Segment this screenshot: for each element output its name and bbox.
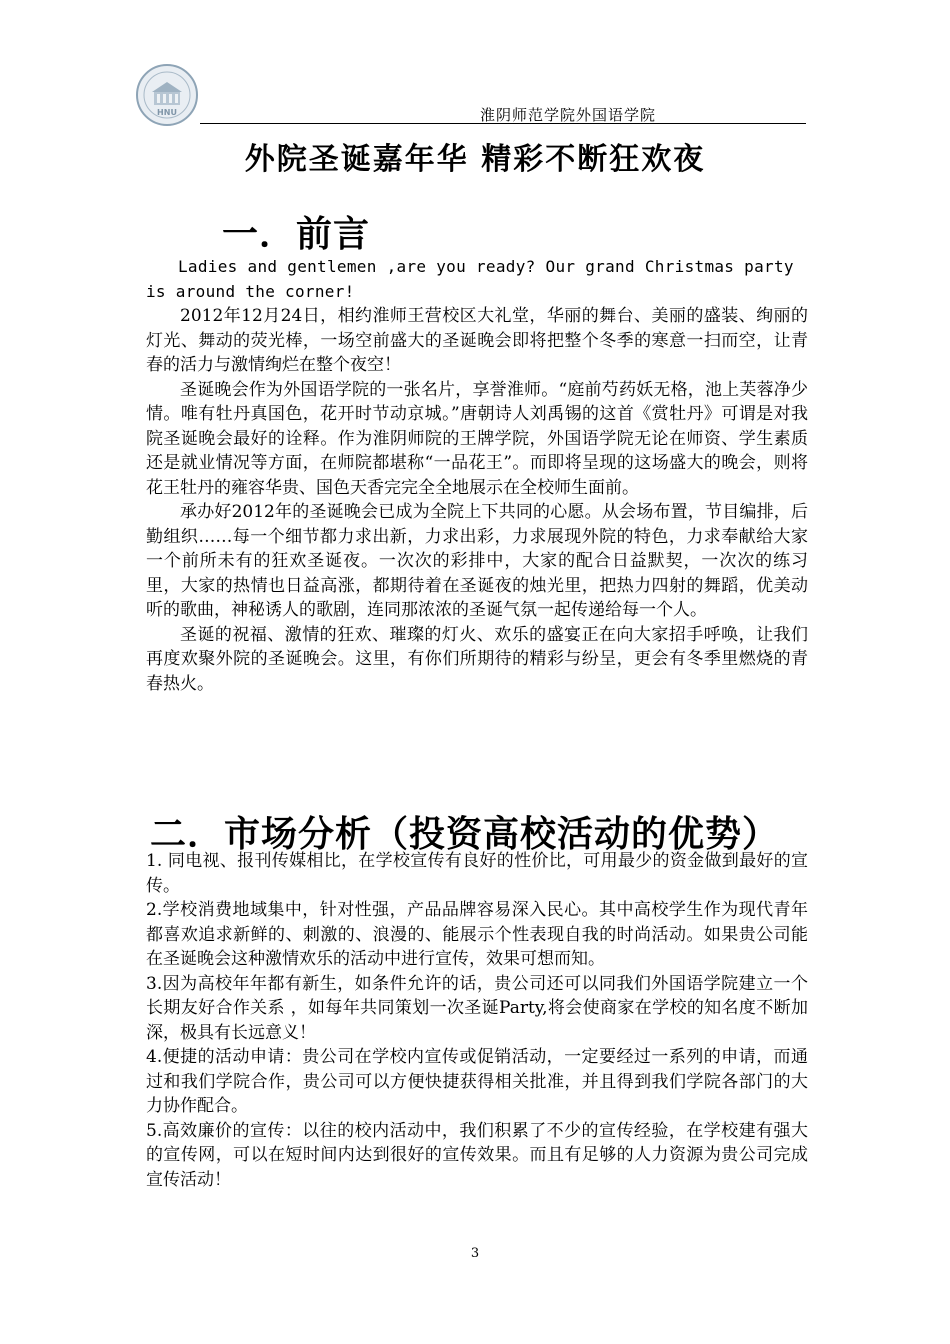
section-preface-body [146,255,808,696]
section-heading-preface: 一．前言 [222,213,371,255]
page-number: 3 [470,1246,480,1261]
paragraph: 2012年12月24日，相约淮师王营校区大礼堂，华丽的舞台、美丽的盛装、绚丽的灯光、舞动的荧光棒，一场空前盛大的圣诞晚会即将把整个冬季的寒意一扫而空，让青春的活力与激情绚烂在整个夜空！ [146,306,808,375]
header-divider [200,123,806,124]
section-market-analysis-body [146,849,808,1192]
paragraph: 承办好2012年的圣诞晚会已成为全院上下共同的心愿。从会场布置，节目编排，后勤组织……每一个细节都力求出新，力求出彩，力求展现外院的特色，力求奉献给大家一个前所未有的狂欢圣诞夜。一次次的彩排中，大家的配合日益默契，一次次的练习里，大家的热情也日益高涨，都期待着在圣诞夜的烛光里，把热力四射的舞蹈，优美动听的歌曲，神秘诱人的歌剧，连同那浓浓的圣诞气氛一起传递给每一个人。 [146,502,808,620]
header-org-name: 淮阴师范学院外国语学院 [479,106,656,124]
list-item: 5.高效廉价的宣传：以往的校内活动中，我们积累了不少的宣传经验，在学校建有强大的宣传网，可以在短时间内达到很好的宣传效果。而且有足够的人力资源为贵公司完成宣传活动！ [146,1120,808,1190]
paragraph-english-intro: Ladies and gentlemen ,are you ready? Our grand Christmas party is around the corner! [146,257,794,301]
list-item: 4.便捷的活动申请：贵公司在学校内宣传或促销活动，一定要经过一系列的申请，而通过和我们学院合作，贵公司可以方便快捷获得相关批准，并且得到我们学院各部门的大力协作配合。 [146,1047,808,1116]
list-item: 2.学校消费地域集中，针对性强，产品品牌容易深入民心。其中高校学生作为现代青年都喜欢追求新鲜的、刺激的、浪漫的、能展示个性表现自我的时尚活动。如果贵公司能在圣诞晚会这种激情欢乐的活动中进行宣传，效果可想而知。 [146,900,808,969]
document-title: 外院圣诞嘉年华 精彩不断狂欢夜 [244,142,706,177]
list-item: 1. 同电视、报刊传媒相比，在学校宣传有良好的性价比，可用最少的资金做到最好的宣传。 [146,851,808,896]
section-heading-market-analysis: 二．市场分析（投资高校活动的优势） [150,813,780,855]
page-header [140,70,806,124]
paragraph: 圣诞的祝福、激情的狂欢、璀璨的灯火、欢乐的盛宴正在向大家招手呼唤，让我们再度欢聚外院的圣诞晚会。这里，有你们所期待的精彩与纷呈，更会有冬季里燃烧的青春热火。 [146,624,808,694]
svg-text:HNU: HNU [157,108,177,117]
university-logo-icon [132,62,202,128]
paragraph: 圣诞晚会作为外国语学院的一张名片，享誉淮师。“庭前芍药妖无格，池上芙蓉净少情。唯有牡丹真国色，花开时节动京城。”唐朝诗人刘禹锡的这首《赏牡丹》可谓是对我院圣诞晚会最好的诠释。作为淮阴师院的王牌学院，外国语学院无论在师资、学生素质还是就业情况等方面，在师院都堪称“一品花王”。而即将呈现的这场盛大的晚会，则将花王牡丹的雍容华贵、国色天香完完全全地展示在全校师生面前。 [146,379,808,498]
list-item: 3.因为高校年年都有新生，如条件允许的话，贵公司还可以同我们外国语学院建立一个长期友好合作关系 ，如每年共同策划一次圣诞Party,将会使商家在学校的知名度不断加深，极具有长远意义！ [146,973,808,1043]
